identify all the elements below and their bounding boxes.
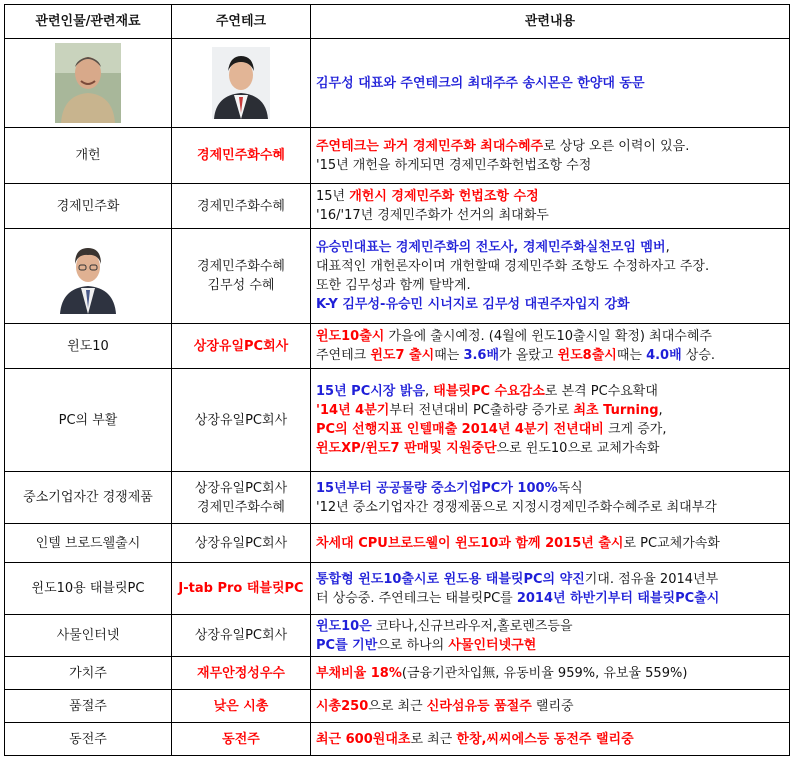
content-text: '15년 개헌을 하게되면 경제민주화헌법조항 수정	[316, 157, 592, 173]
content-line	[316, 636, 787, 655]
content-text: 태블릿PC 수요감소	[433, 384, 545, 399]
content-text: 윈도8출시	[557, 348, 617, 363]
table-row	[5, 184, 790, 229]
content-line	[316, 74, 787, 93]
content-text: 부터 전년대비 PC출하량 증가로	[389, 403, 574, 418]
content-text: 통합형 윈도10출시로 윈도용 태블릿PC의 약진	[316, 571, 585, 587]
content-line	[316, 617, 787, 636]
table-row	[5, 657, 790, 690]
content-text: 차세대 CPU브로드웰이 윈도10과 함께 2015년 출시	[316, 535, 624, 551]
related-material-label: 윈도10	[67, 338, 109, 354]
company-label: 경제민주화수혜	[197, 259, 285, 274]
company-label-secondary: 김무성 수혜	[207, 278, 275, 293]
company-cell	[172, 128, 311, 184]
content-line	[316, 664, 787, 683]
content-line	[316, 238, 787, 257]
content-text: ,	[425, 384, 434, 399]
content-line	[316, 401, 787, 420]
table-row	[5, 690, 790, 723]
content-text: PC를 기반	[316, 637, 378, 653]
content-line	[316, 439, 787, 458]
company-cell	[172, 229, 311, 324]
company-label: 낮은 시총	[213, 698, 269, 714]
content-text: 때는	[434, 348, 464, 363]
content-text: 최근 600원대초	[316, 731, 411, 747]
content-text: 으로 최근	[368, 698, 427, 714]
content-text: 윈도XP/윈도7 판매및 지원중단	[316, 441, 497, 456]
content-text: ,	[665, 240, 670, 255]
table-row	[5, 563, 790, 615]
content-line	[316, 570, 787, 589]
table-row	[5, 723, 790, 756]
header-company: 주연테크	[172, 5, 311, 39]
content-line	[316, 420, 787, 439]
related-material-label: 윈도10용 태블릿PC	[31, 581, 145, 596]
content-text: 로 PC교체가속화	[623, 535, 720, 551]
content-text: '16/'17년 경제민주화가 선거의 최대화두	[316, 208, 549, 223]
table-row	[5, 39, 790, 128]
content-text: 으로 하나의	[377, 637, 449, 653]
related-material-cell	[5, 615, 172, 657]
company-cell	[172, 723, 311, 756]
related-material-cell	[5, 723, 172, 756]
yoo-seungmin-photo	[58, 238, 118, 314]
content-text: (금융기관차입無, 유동비율 959%, 유보율 559%)	[401, 665, 688, 681]
related-material-cell	[5, 39, 172, 128]
related-content-cell	[311, 472, 790, 524]
content-text: K-Y 김무성-유승민 시너지로 김무성 대권주자입지 강화	[316, 297, 630, 312]
table-row	[5, 615, 790, 657]
related-content-cell	[311, 657, 790, 690]
company-label: 경제민주화수혜	[197, 198, 285, 214]
content-text: 15년부터 공공물량 중소기업PC가 100%	[316, 480, 558, 496]
content-text: 상승.	[681, 348, 716, 363]
content-text: 가 올랐고	[499, 348, 558, 363]
content-text: 사물인터넷구현	[448, 637, 537, 653]
related-content-cell	[311, 615, 790, 657]
content-text: 신라섬유등 품절주	[426, 698, 532, 714]
header-related-material: 관련인물/관련재료	[5, 5, 172, 39]
related-material-cell	[5, 229, 172, 324]
content-line	[316, 479, 787, 498]
content-text: PC의 선행지표 인텔매출 2014년 4분기 전년대비	[316, 422, 604, 437]
company-cell	[172, 39, 311, 128]
company-label: 재무안정성우수	[197, 665, 285, 681]
related-material-cell	[5, 690, 172, 723]
table-row	[5, 128, 790, 184]
content-text: 대표적인 개헌론자이며 개헌할때 경제민주화 조항도 수정하자고 주장.	[316, 259, 710, 274]
content-line	[316, 137, 787, 156]
related-material-cell	[5, 324, 172, 369]
content-line	[316, 730, 787, 749]
related-material-cell	[5, 472, 172, 524]
content-text: 랠리중	[531, 698, 574, 714]
company-cell	[172, 524, 311, 563]
related-material-label: 중소기업자간 경쟁제품	[23, 490, 153, 505]
company-cell	[172, 690, 311, 723]
content-text: 또한 김무성과 함께 탈박계.	[316, 278, 471, 293]
content-line	[316, 206, 787, 225]
related-content-cell	[311, 229, 790, 324]
content-text: 로 본격 PC수요확대	[544, 384, 658, 399]
content-text: 독식	[557, 480, 583, 496]
related-material-label: 품절주	[69, 698, 107, 714]
company-cell	[172, 324, 311, 369]
content-text: 터 상승중. 주연테크는 태블릿PC를	[316, 590, 517, 606]
related-content-cell	[311, 324, 790, 369]
content-text: 윈도10은	[316, 618, 372, 634]
table-header-row	[5, 5, 790, 39]
content-text: 윈도7 출시	[370, 348, 435, 363]
related-material-label: 개헌	[75, 148, 101, 163]
content-text: 주연테크	[316, 348, 371, 363]
related-material-label: 인텔 브로드웰출시	[35, 535, 141, 551]
content-text: 주연테크는 과거 경제민주화 최대수혜주	[316, 138, 544, 154]
content-text: '12년 중소기업자간 경쟁제품으로 지정시경제민주화수혜주로 최대부각	[316, 499, 717, 515]
content-text: 한창,씨씨에스등 동전주 랠리중	[456, 731, 634, 747]
related-content-cell	[311, 723, 790, 756]
content-text: 가을에 출시예정. (4월에 윈도10출시일 확정) 최대수혜주	[384, 329, 712, 344]
content-text: 3.6배	[463, 348, 500, 363]
content-text: ,	[658, 403, 663, 418]
content-text: 때는	[616, 348, 647, 363]
song-simon-photo	[212, 47, 270, 119]
company-label: 상장유일PC회사	[194, 628, 288, 643]
related-material-label: 경제민주화	[56, 198, 120, 214]
related-material-label: 가치주	[69, 665, 107, 681]
related-material-cell	[5, 524, 172, 563]
header-related-content: 관련내용	[311, 5, 790, 39]
content-text: 로 최근	[410, 731, 457, 747]
content-line	[316, 327, 787, 346]
content-text: 15년	[316, 189, 350, 204]
related-content-cell	[311, 369, 790, 472]
company-label-secondary: 경제민주화수혜	[197, 499, 285, 515]
company-label: 경제민주화수혜	[197, 148, 285, 163]
content-line	[316, 276, 787, 295]
kim-moosung-photo	[55, 43, 121, 123]
company-cell	[172, 657, 311, 690]
content-text: 부채비율 18%	[316, 665, 402, 681]
company-cell	[172, 472, 311, 524]
content-line	[316, 295, 787, 314]
related-content-cell	[311, 128, 790, 184]
content-text: 코타나,신규브라우저,홀로렌즈등을	[371, 618, 573, 634]
content-text: 2014년 하반기부터 태블릿PC출시	[516, 590, 720, 606]
related-content-cell	[311, 563, 790, 615]
company-label: 상장유일PC회사	[194, 535, 288, 551]
content-text: 4.0배	[646, 348, 682, 363]
content-line	[316, 187, 787, 206]
related-material-label: 사물인터넷	[56, 628, 120, 643]
content-text: 크게 증가,	[603, 422, 667, 437]
company-label: J-tab Pro 태블릿PC	[178, 581, 304, 596]
table-row	[5, 369, 790, 472]
content-line	[316, 257, 787, 276]
company-label: 상장유일PC회사	[193, 338, 289, 354]
related-material-cell	[5, 563, 172, 615]
table-row	[5, 472, 790, 524]
content-text: 으로 윈도10으로 교체가속화	[496, 441, 660, 456]
content-text: 유승민대표는 경제민주화의 전도사, 경제민주화실천모임 멤버	[316, 240, 666, 255]
content-text: 최초 Turning	[573, 403, 659, 418]
related-material-label: PC의 부활	[58, 412, 118, 428]
content-line	[316, 589, 787, 608]
content-line	[316, 346, 787, 365]
table-row	[5, 524, 790, 563]
content-line	[316, 156, 787, 175]
content-line	[316, 697, 787, 716]
content-text: '14년 4분기	[316, 403, 390, 418]
related-material-cell	[5, 369, 172, 472]
content-text: 로 상당 오른 이력이 있음.	[543, 138, 690, 154]
content-line	[316, 498, 787, 517]
company-cell	[172, 563, 311, 615]
content-text: 윈도10출시	[316, 329, 385, 344]
content-line	[316, 534, 787, 553]
table-row	[5, 324, 790, 369]
content-line	[316, 382, 787, 401]
stock-info-table	[4, 4, 790, 756]
related-content-cell	[311, 184, 790, 229]
related-material-cell	[5, 657, 172, 690]
company-cell	[172, 184, 311, 229]
related-content-cell	[311, 524, 790, 563]
content-text: 김무성 대표와 주연테크의 최대주주 송시몬은 한양대 동문	[316, 75, 645, 91]
content-text: 개헌시 경제민주화 헌법조항 수정	[349, 189, 539, 204]
related-material-cell	[5, 128, 172, 184]
table-row	[5, 229, 790, 324]
company-label: 상장유일PC회사	[194, 412, 288, 428]
company-cell	[172, 369, 311, 472]
company-label: 상장유일PC회사	[194, 480, 288, 496]
related-content-cell	[311, 690, 790, 723]
content-text: 시총250	[316, 698, 369, 714]
related-material-label: 동전주	[69, 731, 107, 747]
content-text: 15년 PC시장 밝음	[316, 384, 426, 399]
related-content-cell	[311, 39, 790, 128]
related-material-cell	[5, 184, 172, 229]
content-text: 기대. 점유율 2014년부	[584, 571, 719, 587]
company-cell	[172, 615, 311, 657]
company-label: 동전주	[222, 731, 260, 747]
